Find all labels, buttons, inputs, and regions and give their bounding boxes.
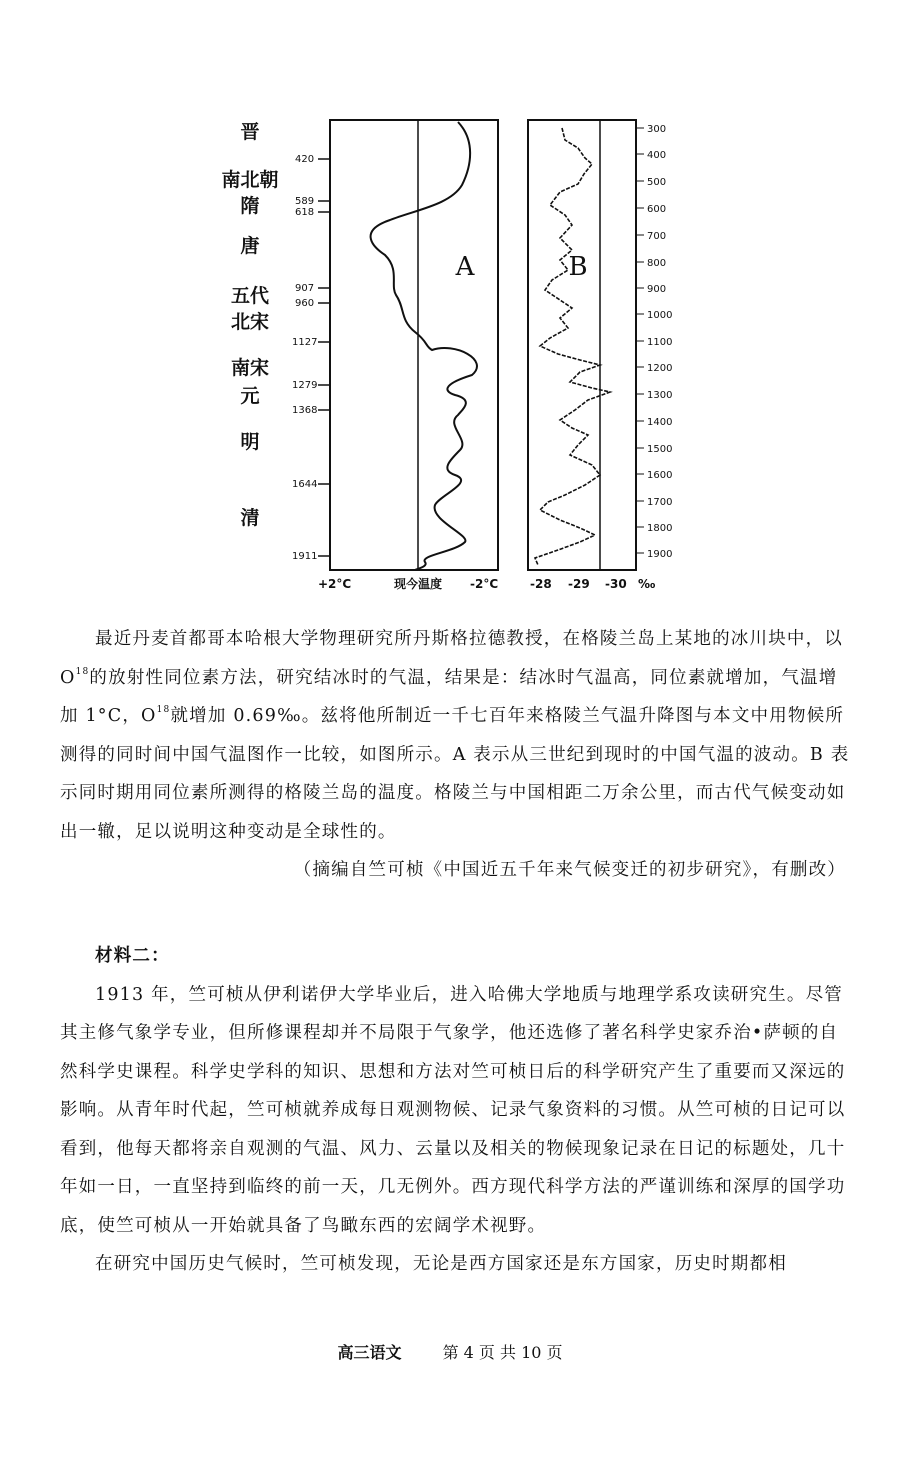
footer-subject: 高三语文 xyxy=(337,1343,402,1362)
page-footer xyxy=(0,1340,900,1363)
axis-tick-label: 1500 xyxy=(647,444,673,455)
era-label: 晋 xyxy=(240,121,260,143)
era-label: 隋 xyxy=(240,195,260,217)
material-two xyxy=(60,937,850,1284)
year-label: 1644 xyxy=(292,479,318,490)
climate-chart-svg xyxy=(200,110,700,610)
axis-tick-label: 700 xyxy=(647,231,667,242)
year-label: 907 xyxy=(295,283,315,294)
era-label: 唐 xyxy=(240,235,260,257)
era-label: 北宋 xyxy=(230,311,270,333)
era-label: 南北朝 xyxy=(221,169,279,191)
axis-b-label: -29 xyxy=(568,577,590,591)
label-b: B xyxy=(568,252,588,282)
axis-tick-label: 1400 xyxy=(647,417,673,428)
axis-tick-label: 1600 xyxy=(647,470,673,481)
era-label: 清 xyxy=(240,507,260,529)
footer-page-number: 第 4 页 共 10 页 xyxy=(442,1343,563,1362)
axis-tick-label: 1800 xyxy=(647,523,673,534)
axis-tick-label: 1300 xyxy=(647,390,673,401)
axis-tick-label: 1700 xyxy=(647,497,673,508)
panel-b-frame xyxy=(528,120,636,570)
axis-a-left-label: +2°C xyxy=(318,577,352,591)
right-axis xyxy=(636,124,672,560)
year-label: 1368 xyxy=(292,405,318,416)
superscript: 18 xyxy=(156,705,171,715)
year-label: 960 xyxy=(295,298,315,309)
axis-tick-label: 900 xyxy=(647,284,667,295)
label-a: A xyxy=(455,252,475,282)
axis-tick-label: 600 xyxy=(647,204,667,215)
axis-b-label: -28 xyxy=(530,577,552,591)
axis-b-label: ‰ xyxy=(638,577,656,591)
material-one xyxy=(60,620,850,890)
material-two-paragraph: 1913 年，竺可桢从伊利诺伊大学毕业后，进入哈佛大学地质与地理学系攻读研究生。尽管其主修气象学专业，但所修课程却并不局限于气象学，他还选修了著名科学史家乔治•萨顿的自然科学史课程。科学史学科的知识、思想和方法对竺可桢日后的科学研究产生了重要而又深远的影响。从青年时代起，竺可桢就养成每日观测物候、记录气象资料的习惯。从竺可桢的日记可以看到，他每天都将亲自观测的气温、风力、云量以及相关的物候现象记录在日记的标题处，几十年如一日，一直坚持到临终的前一天，几无例外。西方现代科学方法的严谨训练和深厚的国学功底，使竺可桢从一开始就具备了鸟瞰东西的宏阔学术视野。 xyxy=(60,984,846,1236)
source-citation: （摘编自竺可桢《中国近五千年来气候变迁的初步研究》，有删改） xyxy=(293,860,846,880)
china-temperature-curve xyxy=(371,122,477,570)
axis-tick-label: 500 xyxy=(647,177,667,188)
climate-comparison-figure xyxy=(200,110,700,610)
greenland-isotope-curve xyxy=(535,128,610,565)
axis-tick-label: 400 xyxy=(647,150,667,161)
material-two-paragraph: 在研究中国历史气候时，竺可桢发现，无论是西方国家还是东方国家，历史时期都相 xyxy=(95,1254,787,1274)
paragraph-text: 的放射性同位素方法，研究结冰时的气温，结果是：结冰时气温高，同位素就增加，气温增加 1°C，O xyxy=(60,667,838,726)
axis-tick-label: 1200 xyxy=(647,363,673,374)
era-label: 明 xyxy=(240,431,260,453)
axis-a-right-label: -2°C xyxy=(470,577,499,591)
material-one-paragraph xyxy=(60,620,850,851)
section-heading: 材料二： xyxy=(95,946,170,966)
year-label: 1127 xyxy=(292,337,318,348)
year-label: 1279 xyxy=(292,380,318,391)
era-label: 南宋 xyxy=(230,357,270,379)
paragraph-text: 就增加 0.69‰。兹将他所制近一千七百年来格陵兰气温升降图与本文中用物候所测得的同时间中国气温图作一比较，如图所示。A 表示从三世纪到现时的中国气温的波动。B 表示同时期用同位素所测得的格陵兰岛的温度。格陵兰与中国相距二万余公里，而古代气候变动如出一辙，足以说明这种变动是全球性的。 xyxy=(60,706,850,842)
era-label: 元 xyxy=(240,385,260,407)
superscript: 18 xyxy=(75,666,90,677)
axis-tick-label: 300 xyxy=(647,124,667,135)
year-label: 420 xyxy=(295,154,315,165)
paragraph-text: 最近丹麦首都哥本哈根大学物理研究所丹斯格拉德教授，在格陵兰岛上某地的冰川块中，以 O xyxy=(60,629,843,688)
panel-a-frame xyxy=(330,120,498,570)
axis-tick-label: 1100 xyxy=(647,337,673,348)
axis-b-label: -30 xyxy=(605,577,627,591)
axis-tick-label: 1000 xyxy=(647,310,673,321)
era-label: 五代 xyxy=(230,285,270,307)
year-label: 618 xyxy=(295,207,315,218)
axis-tick-label: 800 xyxy=(647,258,667,269)
year-label: 1911 xyxy=(292,551,318,562)
year-label: 589 xyxy=(295,196,315,207)
axis-a-mid-label: 现今温度 xyxy=(393,577,443,591)
axis-tick-label: 1900 xyxy=(647,549,673,560)
